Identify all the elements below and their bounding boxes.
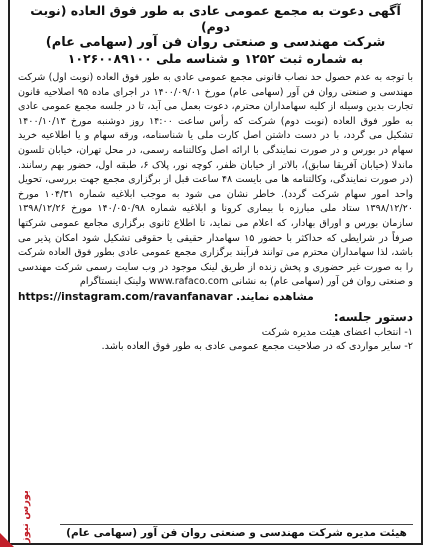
agenda-title: دستور جلسه: xyxy=(333,309,413,324)
title-line-2: شرکت مهندسی و صنعتی روان فن آور (سهامی عام) xyxy=(45,35,386,50)
title-line-3: به شماره ثبت ۱۲۵۲ و شناسه ملی ۱۰۲۶۰۰۸۹۱۰۰ xyxy=(67,51,364,66)
body-paragraph-3: خاطر نشان می شود به موجب ابلاغیه شماره ۱۰۴/۳۱ مورخ ۱۳۹۸/۱۲/۲۰ ستاد ملی مبارزه با بیماری کرونا و ابلاغیه شماره ۱۴۰/۰۵۰/۹۸ مورخ ۱۳۹۸/۱۲/۲۶ سازمان بورس و اوراق بهادار، که اعلام می نماید، تا اطلاع ثانوی برگزاری مجامع عمومی شرکتها صرفاً در شرایطی که حداکثر با حضور ۱۵ سهامدار حقیقی یا حقوقی تشکیل شود امکان پذیر می باشد، لذا سهامداران محترم می توانند فرآیند برگزاری مجمع عمومی عادی بطور فوق العاده شرکت را به صورت غیر حضوری و پخش زنده از طریق لینک موجود در وب سایت رسمی شرکت مهندسی و صنعتی روان فن آور (سهامی عام) به نشانی www.rafaco.com ولینک اینستاگرام xyxy=(18,188,414,288)
notice-frame xyxy=(8,0,423,545)
notice-body xyxy=(18,71,413,305)
instagram-url[interactable]: https://instagram.com/ravanfanavar xyxy=(18,290,233,303)
url-suffix: مشاهده نمایند. xyxy=(236,290,314,303)
body-paragraph-1: با توجه به عدم حصول حد نصاب قانونی مجمع عمومی عادی به طور فوق العاده (نوبت اول) شرکت مهندسی و صنعتی روان فن آور (سهامی عام) مورخ ۱۴۰۰/۰۹/۰۱ در اجرای ماده ۹۵ اصلاحیه قانون تجارت بدین وسیله از کلیه سهامداران محترم، دعوت بعمل می آید، تا در جلسه مجمع عمومی عادی به طور فوق العاده (نوبت دوم) شرکت که رأس ساعت ۱۴:۰۰ روز دوشنبه مورخ ۱۴۰۰/۱۰/۱۳ تشکیل می گردد، با در دست داشتن اصل کارت ملی یا شناسنامه، ورقه سهام و یا اطلاعیه خرید سهام در بورس و در صورت نمایندگی با ارائه اصل وکالتنامه رسمی، در محل تهران، خیابان تلسون ماندلا (خیابان آفریقا سابق)، بالاتر از خیابان ظفر، کوچه نور، پلاک ۶، طبقه اول، حضور بهم رسانند. xyxy=(18,72,413,171)
title-line-1: آگهی دعوت به مجمع عمومی عادی به طور فوق العاده (نوبت دوم) xyxy=(30,3,401,34)
body-paragraph-2: (در صورت نمایندگی، وکالتنامه ها می بایست ۴۸ ساعت قبل از برگزاری مجمع جهت بررسی، تحویل واحد امور سهام شرکت گردد). xyxy=(18,174,413,200)
agenda-item-1: ۱- انتخاب اعضای هیئت مدیره شرکت xyxy=(261,326,413,338)
brand-watermark: بورس نیوز xyxy=(20,490,31,543)
corner-triangle-icon xyxy=(0,533,14,547)
agenda-item-2: ۲- سایر مواردی که در صلاحیت مجمع عمومی عادی به طور فوق العاده باشد. xyxy=(101,340,413,352)
notice-title xyxy=(18,3,413,67)
instagram-link-line xyxy=(18,290,413,305)
notice-footer: هیئت مدیره شرکت مهندسی و صنعتی روان فن آور (سهامی عام) xyxy=(60,524,413,539)
